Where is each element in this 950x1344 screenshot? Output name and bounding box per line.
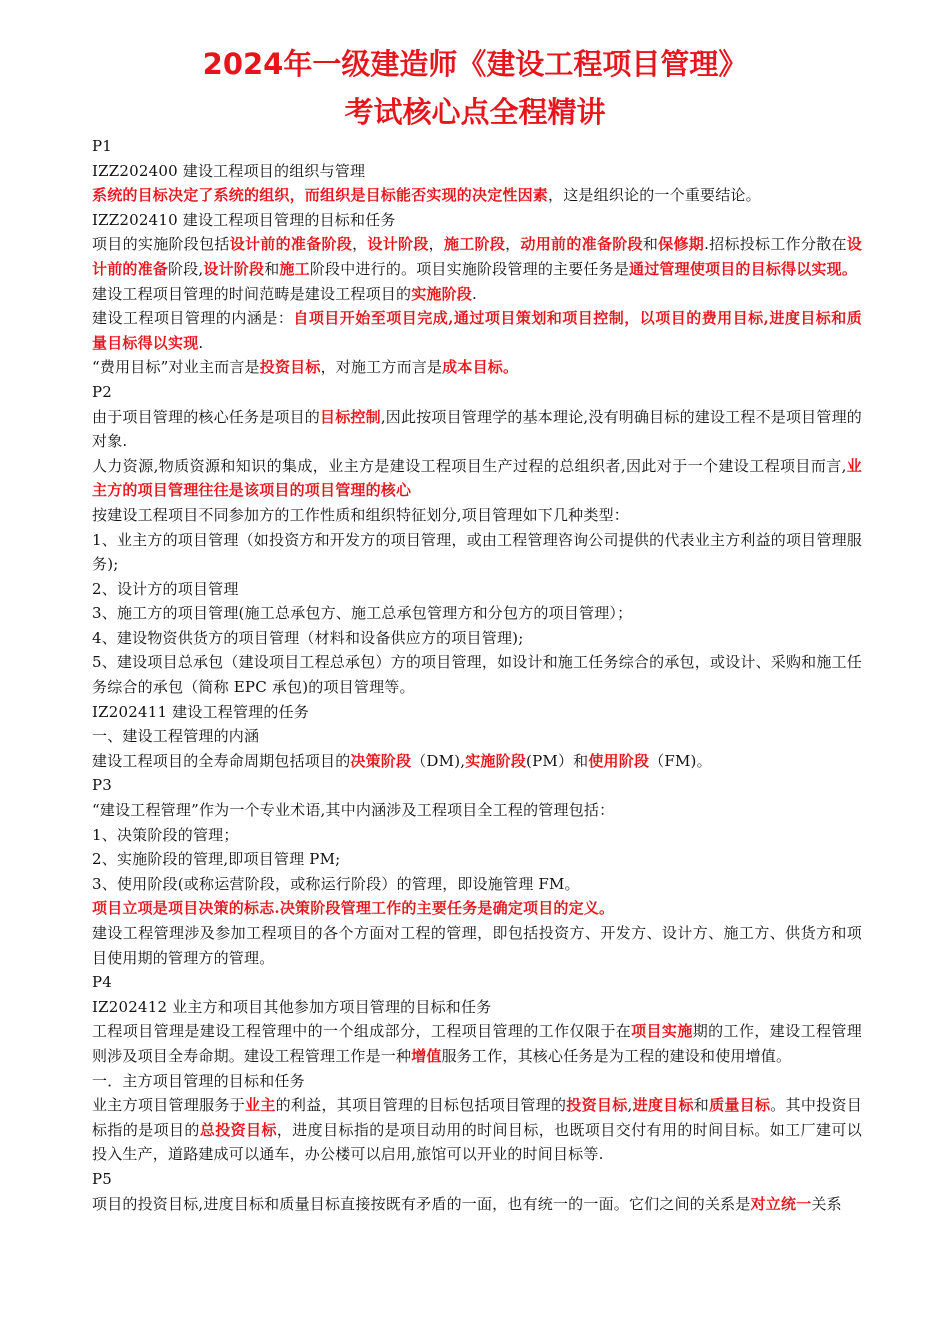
text-run: 服务工作，其核心任务是为工程的建设和使用增值。 [441,1046,792,1065]
text-run: P1 [92,137,113,155]
text-run: “费用目标”对业主而言是 [92,358,260,377]
highlighted-text: 施工 [279,259,310,278]
paragraph [92,798,862,823]
paragraph [92,773,862,798]
text-run: IZZ202410 建设工程项目管理的目标和任务 [92,210,396,229]
text-run: 1、业主方的项目管理（如投资方和开发方的项目管理，或由工程管理咨询公司提供的代表业主方利益的项目管理服务); [92,530,862,574]
text-run: “建设工程管理”作为一个专业术语,其中内涵涉及工程项目全工程的管理包括： [92,801,615,820]
document-body [92,134,862,1216]
highlighted-text: 设计阶段 [367,235,429,254]
paragraph [92,823,862,848]
text-run: 建设工程项目管理的内涵是： [92,309,294,328]
paragraph [92,528,862,577]
paragraph [92,650,862,699]
text-run: 项目的投资目标,进度目标和质量目标直接按既有矛盾的一面，也有统一的一面。它们之间的关系是 [92,1194,751,1213]
text-run: 业主方项目管理服务于 [92,1096,245,1115]
text-run: 。其中投资目标指的是项目的 [92,1096,862,1139]
text-run: ， [505,235,521,254]
highlighted-text: 实施阶段 [465,751,527,770]
text-run: 3、施工方的项目管理(施工总承包方、施工总承包管理方和分包方的项目管理）； [92,604,633,623]
paragraph [92,282,862,307]
text-run: 一．主方项目管理的目标和任务 [92,1071,305,1090]
paragraph [92,355,862,380]
highlighted-text: 设计前的准备 [92,235,863,278]
text-run: ，进度目标指的是项目动用的时间目标，也既项目交付有用的时间目标。如工厂建可以投入生产，道路建成可以通车，办公楼可以启用,旅馆可以开业的时间目标等. [92,1120,862,1164]
text-run: P3 [92,776,113,795]
paragraph [92,577,862,602]
highlighted-text: 业主 [245,1096,276,1115]
paragraph [92,1192,862,1217]
text-run: ，这是组织论的一个重要结论。 [548,186,761,205]
paragraph [92,921,862,970]
paragraph [92,1167,862,1192]
highlighted-text: 项目实施 [631,1022,693,1041]
text-run: 2、设计方的项目管理 [92,579,239,598]
paragraph [92,872,862,897]
text-run: 3、使用阶段(或称运营阶段，或称运行阶段）的管理，即设施管理 FM。 [92,874,580,893]
paragraph [92,626,862,651]
highlighted-text: 设计阶段 [203,259,265,278]
highlighted-text: 项目立项是项目决策的标志.决策阶段管理工作的主要任务是确定项目的定义。 [92,899,615,918]
highlighted-text: 施工阶段 [443,235,506,254]
paragraph [92,183,862,208]
paragraph [92,208,862,233]
text-run: 按建设工程项目不同参加方的工作性质和组织特征划分,项目管理如下几种类型： [92,505,629,524]
document-title-line-2: 考试核心点全程精讲 [344,95,606,129]
text-run: （FM)。 [649,751,712,770]
text-run: ， [352,235,368,254]
text-run: 人力资源,物质资源和知识的集成，业主方是建设工程项目生产过程的总组织者,因此对于一个建设工程项目而言, [92,456,847,475]
paragraph [92,306,862,355]
paragraph [92,232,862,281]
text-run: 项目的实施阶段包括 [92,235,230,254]
paragraph [92,995,862,1020]
text-run: （DM), [411,751,466,770]
highlighted-text: 投资目标 [259,358,321,377]
text-run: P2 [92,382,113,401]
text-run: 5、建设项目总承包（建设项目工程总承包）方的项目管理，如设计和施工任务综合的承包，或设计、采购和施工任务综合的承包（简称 EPC 承包)的项目管理等。 [92,653,862,697]
text-run: IZ202412 业主方和项目其他参加方项目管理的目标和任务 [92,997,492,1016]
text-run: 工程项目管理是建设工程管理中的一个组成部分，工程项目管理的工作仅限于在 [92,1022,632,1041]
text-run: P5 [92,1169,113,1188]
paragraph [92,503,862,528]
text-run: 建设工程管理涉及参加工程项目的各个方面对工程的管理，即包括投资方、开发方、设计方、施工方、供货方和项目使用期的管理方的管理。 [92,924,862,967]
highlighted-text: 通过管理使项目的目标得以实现。 [629,259,858,278]
text-run: 和 [264,259,280,278]
highlighted-text: 投资目标 [566,1096,628,1115]
highlighted-text: 目标控制 [320,407,381,426]
paragraph [92,380,862,405]
text-run: 一、建设工程管理的内涵 [92,727,260,746]
paragraph [92,896,862,921]
highlighted-text: 对立统一 [750,1194,812,1213]
text-run: 和 [642,235,659,254]
highlighted-text: 自项目开始至项目完成,通过项目策划和项目控制，以项目的费用目标,进度目标和质量目标得以实现 [92,309,862,352]
paragraph [92,134,862,159]
highlighted-text: 系统的目标决定了系统的组织，而组织是目标能否实现的决定性因素 [92,186,549,205]
text-run: 期的工作，建设工程管理则涉及项目全寿命期。建设工程管理工作是一种 [92,1022,862,1065]
text-run: 2、实施阶段的管理,即项目管理 PM; [92,850,341,869]
text-run: IZ202411 建设工程管理的任务 [92,702,309,721]
paragraph [92,1019,862,1068]
highlighted-text: 保修期 [658,235,705,254]
text-run: 建设工程项目的全寿命周期包括项目的 [92,751,351,770]
text-run: 关系 [811,1194,842,1213]
paragraph [92,405,862,454]
highlighted-text: 质量目标 [709,1096,771,1115]
text-run: 阶段中进行的。项目实施阶段管理的主要任务是 [309,259,630,278]
paragraph [92,700,862,725]
paragraph [92,1093,862,1167]
highlighted-text: 业主方的项目管理往往是该项目的项目管理的核心 [92,456,862,500]
text-run: 4、建设物资供货方的项目管理（材料和设备供应方的项目管理); [92,628,524,647]
text-run: 1、决策阶段的管理； [92,825,239,844]
text-run: (PM）和 [526,751,589,770]
highlighted-text: 增值 [411,1046,442,1065]
highlighted-text: 成本目标。 [442,358,519,377]
text-run: , [627,1096,633,1115]
highlighted-text: 动用前的准备阶段 [520,235,643,254]
text-run: 由于项目管理的核心任务是项目的 [92,407,321,426]
highlighted-text: 使用阶段 [588,751,650,770]
text-run: . [198,333,204,352]
highlighted-text: 决策阶段 [350,751,412,770]
text-run: ， [428,235,444,254]
text-run: P4 [92,973,113,992]
text-run: IZZ202400 建设工程项目的组织与管理 [92,161,366,180]
text-run: .招标投标工作分散在 [704,235,847,254]
paragraph [92,1069,862,1094]
text-run: ,因此按项目管理学的基本理论,没有明确目标的建设工程不是项目管理的对象. [92,407,862,451]
paragraph [92,454,862,503]
highlighted-text: 实施阶段 [411,284,473,303]
paragraph [92,724,862,749]
paragraph [92,159,862,184]
highlighted-text: 总投资目标 [199,1120,277,1139]
document-title-line-1: 2024年一级建造师《建设工程项目管理》 [202,47,748,81]
text-run: 和 [693,1096,710,1115]
paragraph [92,847,862,872]
text-run: 的利益，其项目管理的目标包括项目管理的 [275,1096,567,1115]
text-run: 建设工程项目管理的时间范畴是建设工程项目的 [92,284,412,303]
paragraph [92,749,862,774]
text-run: 阶段, [168,259,204,278]
paragraph [92,970,862,995]
paragraph [92,601,862,626]
highlighted-text: 进度目标 [632,1096,694,1115]
text-run: ，对施工方而言是 [320,358,443,377]
highlighted-text: 设计前的准备阶段 [229,235,353,254]
text-run: . [472,284,477,303]
